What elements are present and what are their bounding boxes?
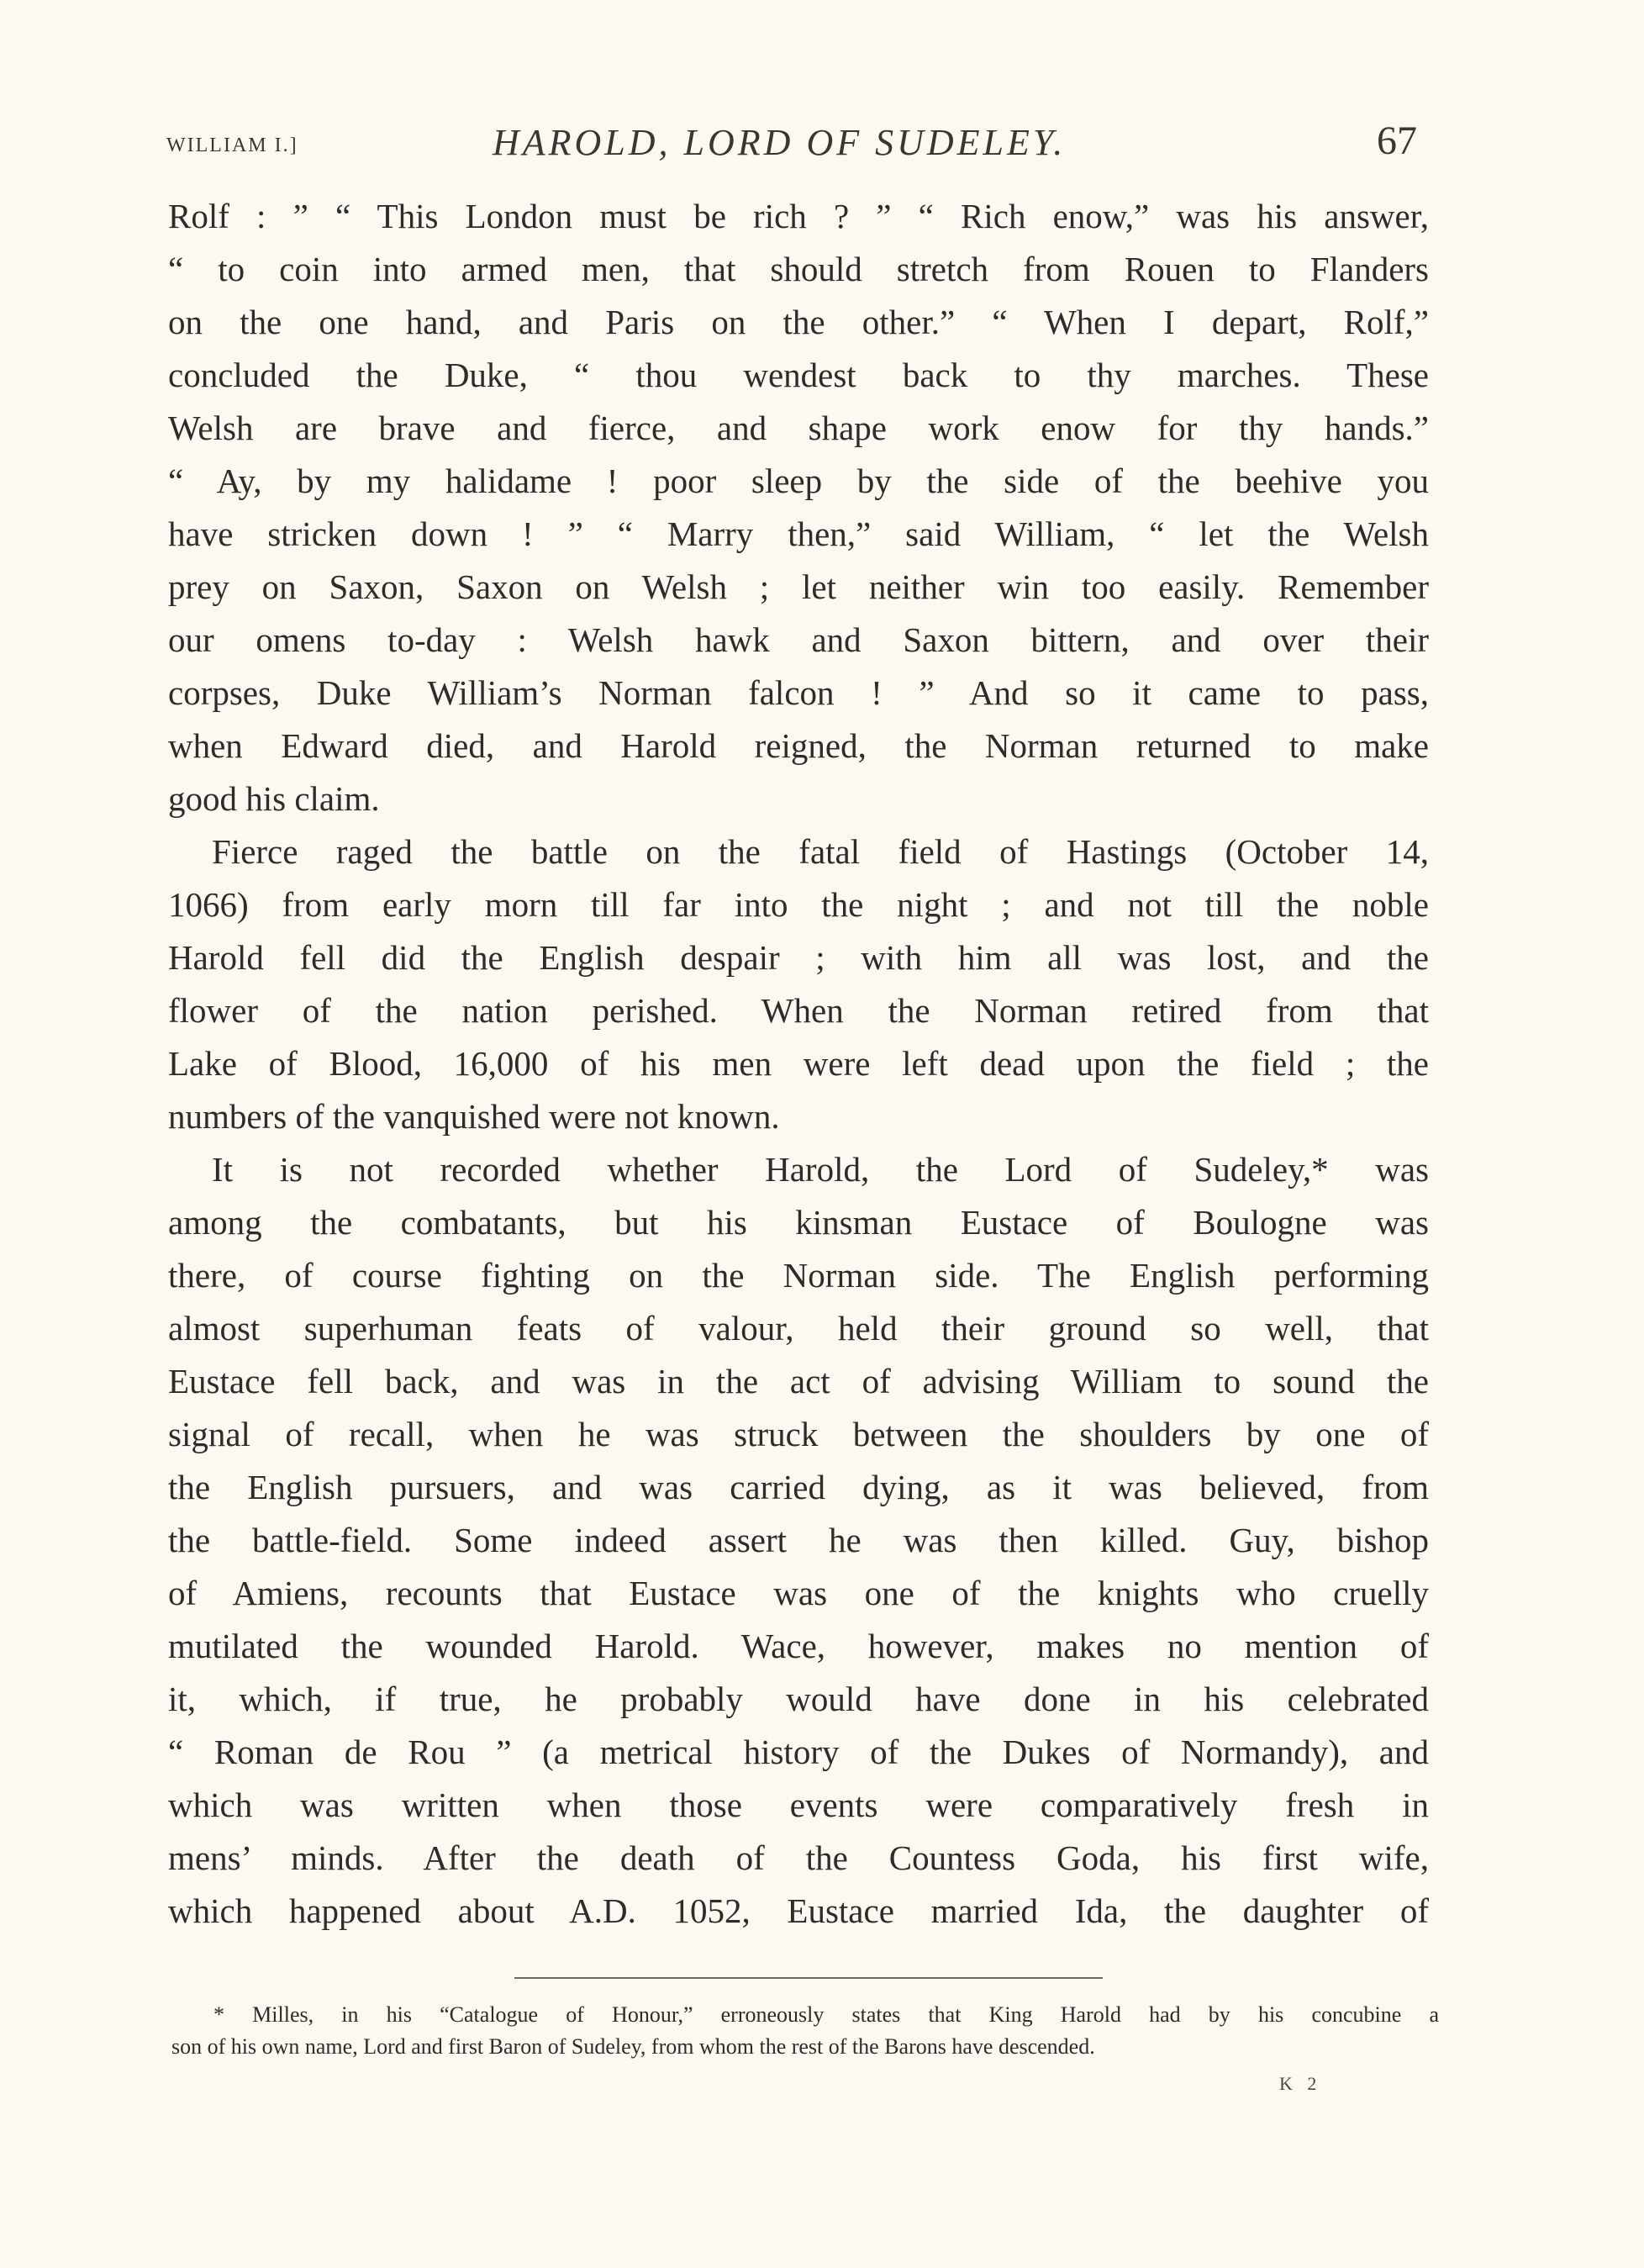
text-line: concluded the Duke, “ thou wendest back to thy marches. These [168,356,1429,394]
text-line: 1066) from early morn till far into the night ; and not till the noble [168,885,1429,924]
text-line: “ Ay, by my halidame ! poor sleep by the side of the beehive you [168,462,1429,500]
text-line: which was written when those events were comparatively fresh in [168,1785,1429,1824]
text-line: Fierce raged the battle on the fatal field of Hastings (October 14, [212,832,1429,871]
text-line: there, of course fighting on the Norman side. The English performing [168,1256,1429,1295]
text-line: mens’ minds. After the death of the Countess Goda, his first wife, [168,1838,1429,1877]
footnote-line: son of his own name, Lord and first Baron of Sudeley, from whom the rest of the Barons have descended. [171,2034,1095,2059]
text-line: flower of the nation perished. When the Norman retired from that [168,991,1429,1030]
text-line: mutilated the wounded Harold. Wace, however, makes no mention of [168,1627,1429,1665]
signature-mark: K 2 [1279,2073,1322,2094]
text-line: when Edward died, and Harold reigned, the Norman returned to make [168,726,1429,765]
text-line: of Amiens, recounts that Eustace was one of the knights who cruelly [168,1574,1429,1612]
text-line: which happened about A.D. 1052, Eustace married Ida, the daughter of [168,1891,1429,1930]
body-text [168,190,1429,1938]
text-line: prey on Saxon, Saxon on Welsh ; let neither win too easily. Remember [168,567,1429,606]
running-title: HAROLD, LORD OF SUDELEY. [493,122,1067,163]
text-line: our omens to-day : Welsh hawk and Saxon bittern, and over their [168,620,1429,659]
text-line: Eustace fell back, and was in the act of advising William to sound the [168,1362,1429,1400]
text-line: numbers of the vanquished were not known. [168,1097,780,1136]
text-line: the battle-field. Some indeed assert he was then killed. Guy, bishop [168,1521,1429,1559]
text-line: Harold fell did the English despair ; with him all was lost, and the [168,938,1429,977]
text-line: corpses, Duke William’s Norman falcon ! ” And so it came to pass, [168,673,1429,712]
text-line: almost superhuman feats of valour, held their ground so well, that [168,1309,1429,1348]
text-line: signal of recall, when he was struck between the shoulders by one of [168,1415,1429,1453]
text-line: Rolf : ” “ This London must be rich ? ” “ Rich enow,” was his answer, [168,197,1429,235]
footnote [171,1999,1439,2063]
text-line: It is not recorded whether Harold, the Lord of Sudeley,* was [212,1150,1429,1189]
text-line: on the one hand, and Paris on the other.” “ When I depart, Rolf,” [168,303,1429,341]
page-header [166,118,1427,168]
text-line: “ to coin into armed men, that should stretch from Rouen to Flanders [168,250,1429,288]
running-head-left: WILLIAM I.] [166,134,298,156]
text-line: have stricken down ! ” “ Marry then,” said William, “ let the Welsh [168,514,1429,553]
text-line: “ Roman de Rou ” (a metrical history of the Dukes of Normandy), and [168,1733,1429,1771]
text-line: it, which, if true, he probably would have done in his celebrated [168,1680,1429,1718]
text-line: the English pursuers, and was carried dying, as it was believed, from [168,1468,1429,1506]
text-line: Welsh are brave and fierce, and shape work enow for thy hands.” [168,409,1429,447]
text-line: Lake of Blood, 16,000 of his men were left dead upon the field ; the [168,1044,1429,1083]
text-line: good his claim. [168,779,380,818]
page-number: 67 [1377,119,1417,163]
footnote-line: * Milles, in his “Catalogue of Honour,” erroneously states that King Harold had by his concubine a [213,2002,1439,2027]
text-line: among the combatants, but his kinsman Eustace of Boulogne was [168,1203,1429,1242]
footnote-divider [514,1977,1103,1979]
